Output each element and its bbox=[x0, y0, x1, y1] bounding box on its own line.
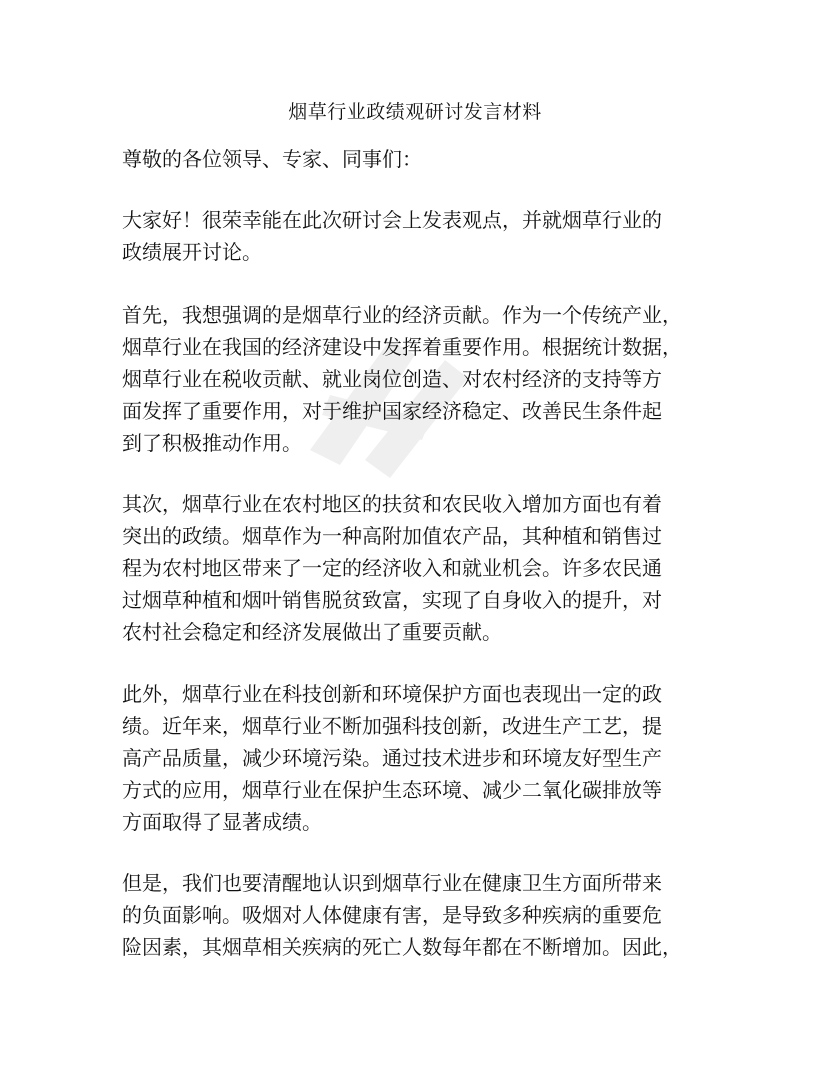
paragraph-line: 面发挥了重要作用，对于维护国家经济稳定、改善民生条件起 bbox=[122, 399, 662, 423]
paragraph-line: 方面取得了显著成绩。 bbox=[122, 810, 322, 834]
paragraph-line: 但是，我们也要清醒地认识到烟草行业在健康卫生方面所带来 bbox=[122, 871, 662, 895]
paragraph-line: 高产品质量，减少环境污染。通过技术进步和环境友好型生产 bbox=[122, 746, 662, 770]
paragraph-line: 此外，烟草行业在科技创新和环境保护方面也表现出一定的政 bbox=[122, 682, 662, 706]
paragraph-line: 过烟草种植和烟叶销售脱贫致富，实现了自身收入的提升，对 bbox=[122, 588, 662, 612]
paragraph-line: 的负面影响。吸烟对人体健康有害，是导致多种疾病的重要危 bbox=[122, 903, 662, 927]
paragraph-line: 大家好！很荣幸能在此次研讨会上发表观点，并就烟草行业的 bbox=[122, 208, 662, 232]
paragraph-line: 首先，我想强调的是烟草行业的经济贡献。作为一个传统产业， bbox=[122, 303, 682, 327]
paragraph-rural-poverty bbox=[122, 488, 722, 648]
paragraph-greeting bbox=[122, 204, 722, 268]
paragraph-technology-environment bbox=[122, 678, 722, 838]
paragraph-line: 政绩展开讨论。 bbox=[122, 240, 262, 264]
salutation: 尊敬的各位领导、专家、同事们： bbox=[122, 147, 422, 171]
paragraph-line: 绩。近年来，烟草行业不断加强科技创新，改进生产工艺，提 bbox=[122, 714, 662, 738]
paragraph-line: 到了积极推动作用。 bbox=[122, 431, 302, 455]
paragraph-line: 农村社会稳定和经济发展做出了重要贡献。 bbox=[122, 620, 502, 644]
paragraph-line: 烟草行业在税收贡献、就业岗位创造、对农村经济的支持等方 bbox=[122, 367, 662, 391]
paragraph-health-impact bbox=[122, 867, 722, 963]
paragraph-line: 险因素，其烟草相关疾病的死亡人数每年都在不断增加。因此， bbox=[122, 935, 682, 959]
paragraph-line: 方式的应用，烟草行业在保护生态环境、减少二氧化碳排放等 bbox=[122, 778, 662, 802]
paragraph-line: 程为农村地区带来了一定的经济收入和就业机会。许多农民通 bbox=[122, 556, 662, 580]
paragraph-line: 其次，烟草行业在农村地区的扶贫和农民收入增加方面也有着 bbox=[122, 492, 662, 516]
paragraph-line: 烟草行业在我国的经济建设中发挥着重要作用。根据统计数据， bbox=[122, 335, 682, 359]
paragraph-line: 突出的政绩。烟草作为一种高附加值农产品，其种植和销售过 bbox=[122, 524, 662, 548]
paragraph-economic-contribution bbox=[122, 299, 722, 459]
document-title: 烟草行业政绩观研讨发言材料 bbox=[288, 101, 542, 123]
